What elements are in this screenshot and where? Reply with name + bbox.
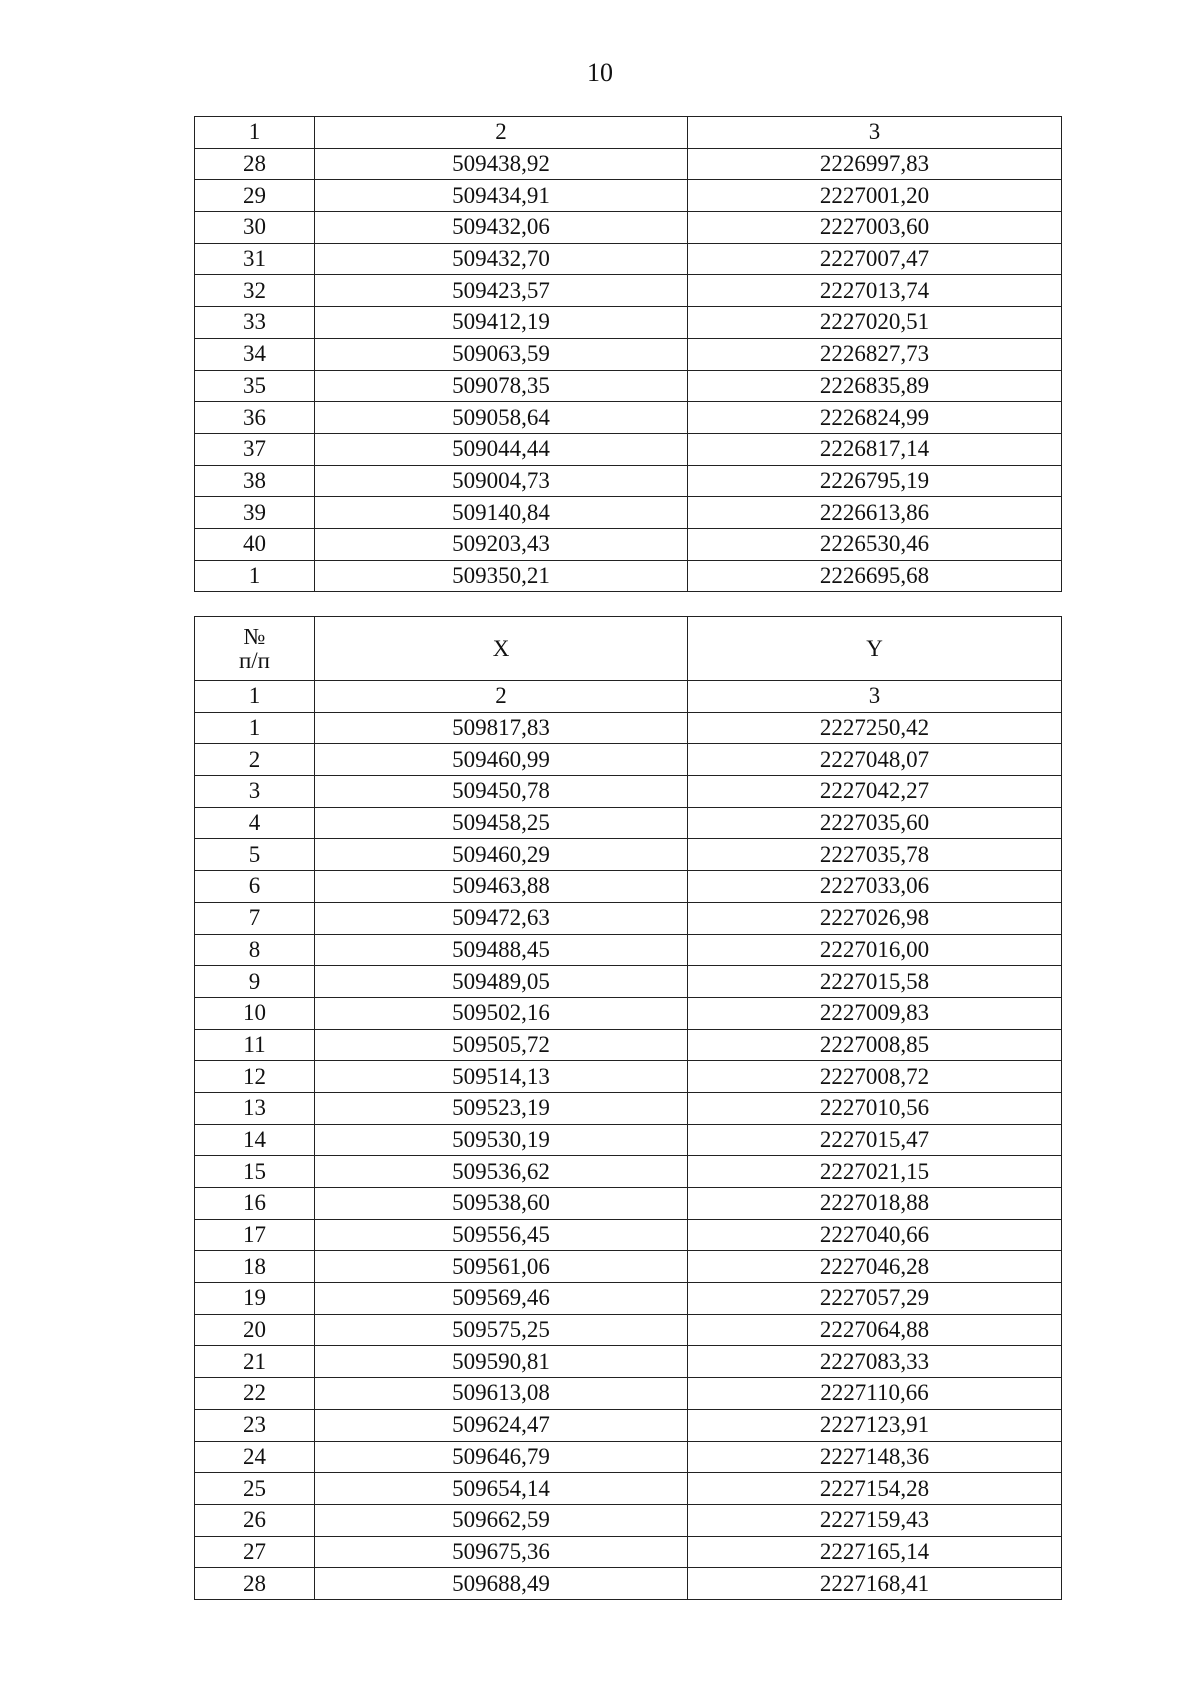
point-number-cell: 37 [195, 433, 315, 465]
header-number-sign: № [243, 623, 266, 649]
y-coordinate-cell: 2227250,42 [688, 712, 1062, 744]
x-coordinate-cell: 509460,29 [315, 839, 688, 871]
x-coordinate-cell: 509004,73 [315, 465, 688, 497]
table-row [195, 1188, 1062, 1220]
table-row [195, 497, 1062, 529]
point-number-cell: 25 [195, 1473, 315, 1505]
y-coordinate-cell: 2227008,85 [688, 1029, 1062, 1061]
point-number-cell: 32 [195, 275, 315, 307]
point-number-cell: 23 [195, 1409, 315, 1441]
point-number-cell: 8 [195, 934, 315, 966]
table-row [195, 1314, 1062, 1346]
y-coordinate-cell: 2227035,60 [688, 807, 1062, 839]
y-coordinate-cell: 2227009,83 [688, 997, 1062, 1029]
point-number-cell: 1 [195, 712, 315, 744]
point-number-cell: 31 [195, 243, 315, 275]
x-coordinate-cell: 509561,06 [315, 1251, 688, 1283]
point-number-cell: 33 [195, 307, 315, 339]
y-coordinate-cell: 2227159,43 [688, 1504, 1062, 1536]
table-row [195, 871, 1062, 903]
x-coordinate-cell: 509817,83 [315, 712, 688, 744]
table-row [195, 712, 1062, 744]
y-coordinate-cell: 2226827,73 [688, 338, 1062, 370]
table-row [195, 560, 1062, 592]
table-row [195, 934, 1062, 966]
y-coordinate-cell: 2227046,28 [688, 1251, 1062, 1283]
x-coordinate-cell: 509675,36 [315, 1536, 688, 1568]
x-coordinate-cell: 509538,60 [315, 1188, 688, 1220]
y-coordinate-cell: 2226817,14 [688, 433, 1062, 465]
table-row [195, 744, 1062, 776]
point-number-cell: 1 [195, 560, 315, 592]
table-row [195, 370, 1062, 402]
column-number-cell: 3 [688, 117, 1062, 149]
point-number-cell: 35 [195, 370, 315, 402]
table-row [195, 402, 1062, 434]
x-coordinate-cell: 509140,84 [315, 497, 688, 529]
point-number-cell: 14 [195, 1124, 315, 1156]
y-coordinate-cell: 2226795,19 [688, 465, 1062, 497]
y-coordinate-cell: 2226613,86 [688, 497, 1062, 529]
header-number-abbrev: п/п [238, 647, 270, 673]
table-row [195, 212, 1062, 244]
table-row [195, 1409, 1062, 1441]
y-coordinate-cell: 2226997,83 [688, 148, 1062, 180]
table-row [195, 148, 1062, 180]
header-number-cell [195, 617, 315, 681]
point-number-cell: 34 [195, 338, 315, 370]
column-number-cell: 3 [688, 681, 1062, 713]
table-row [195, 1124, 1062, 1156]
point-number-cell: 7 [195, 902, 315, 934]
point-number-cell: 40 [195, 528, 315, 560]
y-coordinate-cell: 2226695,68 [688, 560, 1062, 592]
point-number-cell: 39 [195, 497, 315, 529]
x-coordinate-cell: 509432,06 [315, 212, 688, 244]
y-coordinate-cell: 2227015,58 [688, 966, 1062, 998]
y-coordinate-cell: 2227003,60 [688, 212, 1062, 244]
point-number-cell: 13 [195, 1092, 315, 1124]
table-row [195, 180, 1062, 212]
table-row [195, 528, 1062, 560]
point-number-cell: 3 [195, 776, 315, 808]
y-coordinate-cell: 2227110,66 [688, 1378, 1062, 1410]
table-row [195, 1568, 1062, 1600]
table-row [195, 1283, 1062, 1315]
x-coordinate-cell: 509472,63 [315, 902, 688, 934]
x-coordinate-cell: 509412,19 [315, 307, 688, 339]
x-coordinate-cell: 509514,13 [315, 1061, 688, 1093]
x-coordinate-cell: 509058,64 [315, 402, 688, 434]
x-coordinate-cell: 509203,43 [315, 528, 688, 560]
y-coordinate-cell: 2227168,41 [688, 1568, 1062, 1600]
point-number-cell: 29 [195, 180, 315, 212]
point-number-cell: 11 [195, 1029, 315, 1061]
y-coordinate-cell: 2227020,51 [688, 307, 1062, 339]
point-number-cell: 20 [195, 1314, 315, 1346]
x-coordinate-cell: 509575,25 [315, 1314, 688, 1346]
y-coordinate-cell: 2227035,78 [688, 839, 1062, 871]
point-number-cell: 19 [195, 1283, 315, 1315]
x-coordinate-cell: 509688,49 [315, 1568, 688, 1600]
x-coordinate-cell: 509438,92 [315, 148, 688, 180]
point-number-cell: 6 [195, 871, 315, 903]
coordinates-table-continuation [194, 116, 1062, 592]
y-coordinate-cell: 2227016,00 [688, 934, 1062, 966]
y-coordinate-cell: 2227010,56 [688, 1092, 1062, 1124]
y-coordinate-cell: 2227042,27 [688, 776, 1062, 808]
table-row [195, 997, 1062, 1029]
column-number-row [195, 117, 1062, 149]
point-number-cell: 28 [195, 148, 315, 180]
x-coordinate-cell: 509502,16 [315, 997, 688, 1029]
point-number-cell: 27 [195, 1536, 315, 1568]
x-coordinate-cell: 509624,47 [315, 1409, 688, 1441]
y-coordinate-cell: 2227021,15 [688, 1156, 1062, 1188]
point-number-cell: 30 [195, 212, 315, 244]
x-coordinate-cell: 509613,08 [315, 1378, 688, 1410]
y-coordinate-cell: 2227148,36 [688, 1441, 1062, 1473]
point-number-cell: 18 [195, 1251, 315, 1283]
x-coordinate-cell: 509350,21 [315, 560, 688, 592]
y-coordinate-cell: 2226530,46 [688, 528, 1062, 560]
x-coordinate-cell: 509434,91 [315, 180, 688, 212]
x-coordinate-cell: 509654,14 [315, 1473, 688, 1505]
x-coordinate-cell: 509505,72 [315, 1029, 688, 1061]
y-coordinate-cell: 2227057,29 [688, 1283, 1062, 1315]
x-coordinate-cell: 509569,46 [315, 1283, 688, 1315]
point-number-cell: 36 [195, 402, 315, 434]
x-coordinate-cell: 509662,59 [315, 1504, 688, 1536]
point-number-cell: 24 [195, 1441, 315, 1473]
point-number-cell: 21 [195, 1346, 315, 1378]
table-row [195, 275, 1062, 307]
table-row [195, 307, 1062, 339]
x-coordinate-cell: 509063,59 [315, 338, 688, 370]
table-row [195, 1504, 1062, 1536]
y-coordinate-cell: 2227018,88 [688, 1188, 1062, 1220]
table-row [195, 1441, 1062, 1473]
point-number-cell: 17 [195, 1219, 315, 1251]
point-number-cell: 26 [195, 1504, 315, 1536]
y-coordinate-cell: 2227007,47 [688, 243, 1062, 275]
x-coordinate-cell: 509044,44 [315, 433, 688, 465]
column-number-cell: 1 [195, 681, 315, 713]
x-coordinate-cell: 509556,45 [315, 1219, 688, 1251]
table-row [195, 243, 1062, 275]
y-coordinate-cell: 2227033,06 [688, 871, 1062, 903]
y-coordinate-cell: 2227040,66 [688, 1219, 1062, 1251]
y-coordinate-cell: 2227015,47 [688, 1124, 1062, 1156]
x-coordinate-cell: 509450,78 [315, 776, 688, 808]
y-coordinate-cell: 2227026,98 [688, 902, 1062, 934]
table-row [195, 1029, 1062, 1061]
header-row [195, 617, 1062, 681]
point-number-cell: 28 [195, 1568, 315, 1600]
x-coordinate-cell: 509530,19 [315, 1124, 688, 1156]
x-coordinate-cell: 509590,81 [315, 1346, 688, 1378]
x-coordinate-cell: 509489,05 [315, 966, 688, 998]
column-number-cell: 1 [195, 117, 315, 149]
x-coordinate-cell: 509646,79 [315, 1441, 688, 1473]
table-row [195, 1536, 1062, 1568]
x-coordinate-cell: 509458,25 [315, 807, 688, 839]
x-coordinate-cell: 509523,19 [315, 1092, 688, 1124]
x-coordinate-cell: 509423,57 [315, 275, 688, 307]
point-number-cell: 22 [195, 1378, 315, 1410]
point-number-cell: 9 [195, 966, 315, 998]
x-coordinate-cell: 509460,99 [315, 744, 688, 776]
point-number-cell: 38 [195, 465, 315, 497]
column-number-cell: 2 [315, 681, 688, 713]
table-row [195, 1061, 1062, 1093]
y-coordinate-cell: 2226824,99 [688, 402, 1062, 434]
table-row [195, 1219, 1062, 1251]
y-coordinate-cell: 2227064,88 [688, 1314, 1062, 1346]
table-row [195, 1156, 1062, 1188]
table-row [195, 338, 1062, 370]
table-row [195, 433, 1062, 465]
y-coordinate-cell: 2227165,14 [688, 1536, 1062, 1568]
point-number-cell: 5 [195, 839, 315, 871]
x-coordinate-cell: 509488,45 [315, 934, 688, 966]
x-coordinate-cell: 509463,88 [315, 871, 688, 903]
point-number-cell: 4 [195, 807, 315, 839]
y-coordinate-cell: 2227083,33 [688, 1346, 1062, 1378]
column-number-cell: 2 [315, 117, 688, 149]
table-row [195, 966, 1062, 998]
point-number-cell: 16 [195, 1188, 315, 1220]
y-coordinate-cell: 2227013,74 [688, 275, 1062, 307]
x-coordinate-cell: 509432,70 [315, 243, 688, 275]
y-coordinate-cell: 2227154,28 [688, 1473, 1062, 1505]
table-row [195, 807, 1062, 839]
header-x-cell: X [315, 617, 688, 681]
table-row [195, 902, 1062, 934]
table-row [195, 839, 1062, 871]
page-number: 10 [587, 58, 613, 87]
column-number-row [195, 681, 1062, 713]
coordinates-table [194, 616, 1062, 1600]
y-coordinate-cell: 2227008,72 [688, 1061, 1062, 1093]
point-number-cell: 12 [195, 1061, 315, 1093]
table-row [195, 1346, 1062, 1378]
header-y-cell: Y [688, 617, 1062, 681]
point-number-cell: 15 [195, 1156, 315, 1188]
y-coordinate-cell: 2227123,91 [688, 1409, 1062, 1441]
table-row [195, 1473, 1062, 1505]
y-coordinate-cell: 2226835,89 [688, 370, 1062, 402]
x-coordinate-cell: 509078,35 [315, 370, 688, 402]
point-number-cell: 2 [195, 744, 315, 776]
x-coordinate-cell: 509536,62 [315, 1156, 688, 1188]
table-row [195, 465, 1062, 497]
y-coordinate-cell: 2227048,07 [688, 744, 1062, 776]
table-row [195, 1251, 1062, 1283]
table-row [195, 1378, 1062, 1410]
table-row [195, 776, 1062, 808]
table-row [195, 1092, 1062, 1124]
point-number-cell: 10 [195, 997, 315, 1029]
y-coordinate-cell: 2227001,20 [688, 180, 1062, 212]
